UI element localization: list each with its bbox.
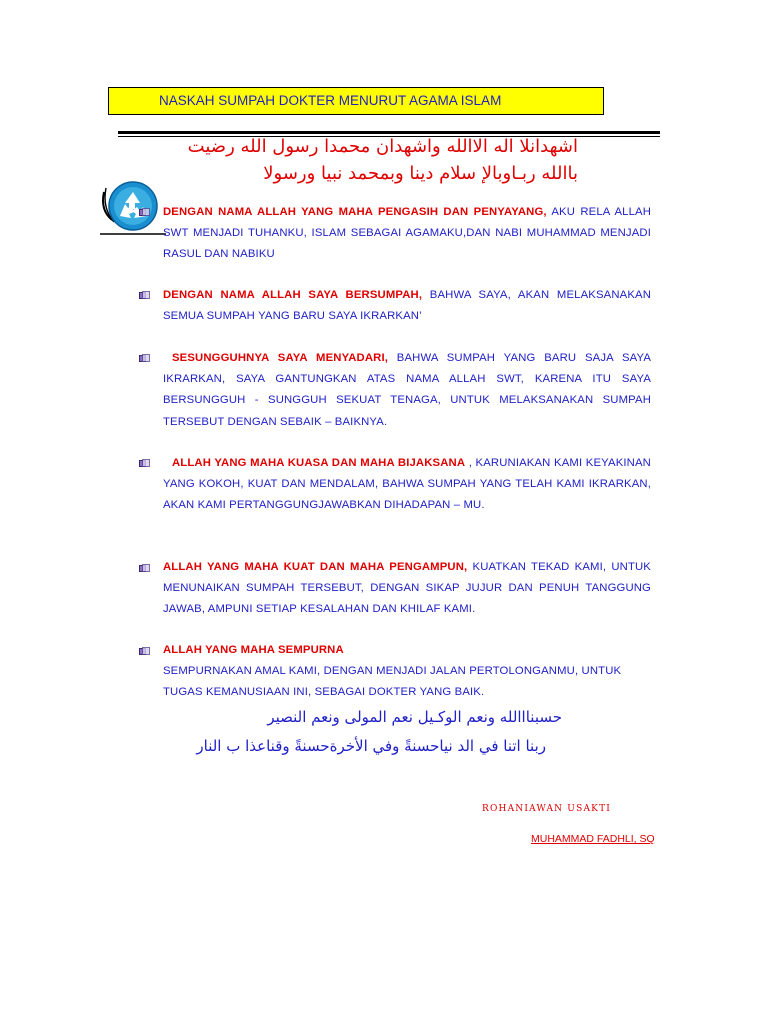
- paragraph-6-highlight: ALLAH YANG MAHA SEMPURNA: [163, 644, 344, 656]
- paragraph-2-text: BAHWA SAYA, AKAN MELAKSANAKAN SEMUA SUMPAH YANG BARU SAYA IKRARKAN’: [163, 289, 651, 323]
- paragraph-4-text: , KARUNIAKAN KAMI KEYAKINAN YANG KOKOH, KUAT DAN MENDALAM, BAHWA SUMPAH YANG TELAH KAMI IKRARKAN, AKAN KAMI PERTANGGUNGJAWABKAN DIHADAPAN – MU.: [163, 457, 651, 512]
- bullet-icon: [139, 647, 150, 656]
- bullet-icon: [139, 208, 150, 217]
- oath-paragraph-2: [163, 285, 651, 327]
- paragraph-1-highlight: DENGAN NAMA ALLAH YANG MAHA PENGASIH DAN PENYAYANG,: [163, 206, 547, 218]
- signature-organization: ROHANIAWAN USAKTI: [482, 804, 612, 814]
- document-title: NASKAH SUMPAH DOKTER MENURUT AGAMA ISLAM: [159, 93, 502, 108]
- title-divider: [118, 131, 660, 134]
- bullet-icon: [139, 459, 150, 468]
- paragraph-5-text: KUATKAN TEKAD KAMI, UNTUK MENUNAIKAN SUMPAH TERSEBUT, DENGAN SIKAP JUJUR DAN PENUH TANGGUNG JAWAB, AMPUNI SETIAP KESALAHAN DAN KHILAF KAMI.: [163, 561, 651, 616]
- oath-paragraph-6: [163, 640, 651, 704]
- arabic-dua-line-1: حسبنااالله ونعم الوكـيل نعم المولى ونعم النصير: [267, 708, 562, 726]
- bullet-icon: [139, 354, 150, 363]
- arabic-shahada-line-2: باالله ربـاوبالإ سلام دينا وبمحمد نبيا ورسولا: [263, 163, 578, 184]
- oath-paragraph-1: [163, 202, 651, 266]
- paragraph-6-text: SEMPURNAKAN AMAL KAMI, DENGAN MENJADI JALAN PERTOLONGANMU, UNTUK TUGAS KEMANUSIAAN INI, SEBAGAI DOKTER YANG BAIK.: [163, 665, 622, 699]
- oath-paragraph-5: [163, 557, 651, 621]
- oath-paragraph-4: [163, 453, 651, 517]
- paragraph-3-highlight: SESUNGGUHNYA SAYA MENYADARI,: [172, 352, 389, 364]
- bullet-icon: [139, 291, 150, 300]
- document-title-box: [108, 87, 604, 115]
- paragraph-2-highlight: DENGAN NAMA ALLAH SAYA BERSUMPAH,: [163, 289, 423, 301]
- recycle-emblem-icon: [98, 176, 168, 238]
- bullet-icon: [139, 564, 150, 573]
- paragraph-5-highlight: ALLAH YANG MAHA KUAT DAN MAHA PENGAMPUN,: [163, 561, 468, 573]
- paragraph-1-text: AKU RELA ALLAH SWT MENJADI TUHANKU, ISLAM SEBAGAI AGAMAKU,DAN NABI MUHAMMAD MENJADI RASUL DAN NABIKU: [163, 206, 651, 261]
- arabic-dua-line-2: ربنا اتنا في الد نياحسنةً وفي الأخرةحسنةً وقناعذا ب النار: [196, 737, 546, 755]
- arabic-shahada-line-1: اشهدانلا اله الاالله واشهدان محمدا رسول الله رضيت: [187, 136, 578, 157]
- paragraph-3-text: BAHWA SUMPAH YANG BARU SAJA SAYA IKRARKAN, SAYA GANTUNGKAN ATAS NAMA ALLAH SWT, KARENA ITU SAYA BERSUNGGUH - SUNGGUH SEKUAT TENAGA, UNTUK MELAKSANAKAN SUMPAH TERSEBUT DENGAN SEBAIK – BAIKNYA.: [163, 352, 652, 428]
- oath-paragraph-3: [163, 348, 651, 433]
- signature-name: MUHAMMAD FADHLI, SQ: [531, 833, 655, 845]
- paragraph-4-highlight: ALLAH YANG MAHA KUASA DAN MAHA BIJAKSANA: [172, 457, 466, 469]
